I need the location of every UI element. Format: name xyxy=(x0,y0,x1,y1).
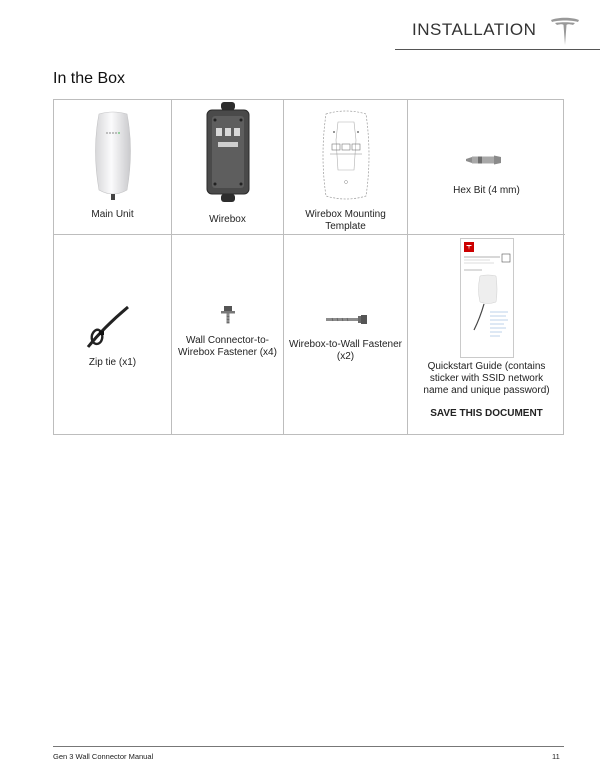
item-cell xyxy=(284,235,408,434)
zip-tie-icon xyxy=(82,301,138,353)
item-cell xyxy=(284,100,408,235)
footer-rule xyxy=(53,746,564,747)
header-rule xyxy=(395,49,600,50)
in-the-box-grid xyxy=(53,99,564,435)
item-label: Quickstart Guide (contains sticker with SSID network name and unique password) xyxy=(423,361,550,396)
item-label: Zip tie (x1) xyxy=(88,357,137,368)
quickstart-guide-icon xyxy=(460,238,514,358)
item-label: Wirebox-to-Wall Fastener (x2) xyxy=(289,339,402,362)
wall-connector-icon xyxy=(91,110,135,206)
item-cell xyxy=(54,235,172,434)
item-label: Main Unit xyxy=(91,209,134,220)
item-cell xyxy=(408,100,565,235)
page-number: 11 xyxy=(552,752,560,761)
item-label: Wirebox Mounting Template xyxy=(305,209,386,232)
header-title: INSTALLATION xyxy=(412,20,537,39)
page-header xyxy=(395,14,600,48)
item-cell xyxy=(408,235,565,434)
item-cell xyxy=(54,100,172,235)
mounting-template-icon xyxy=(318,110,374,202)
item-cell xyxy=(172,100,284,235)
hex-bit-icon xyxy=(464,152,504,168)
item-label: Wall Connector-to-Wirebox Fastener (x4) xyxy=(178,335,277,358)
save-document-note: SAVE THIS DOCUMENT xyxy=(430,408,543,419)
fastener-icon xyxy=(218,305,238,325)
tesla-logo-icon xyxy=(548,14,582,48)
section-title: In the Box xyxy=(53,70,126,87)
wall-fastener-icon xyxy=(324,313,370,327)
wirebox-icon xyxy=(203,102,253,204)
manual-name: Gen 3 Wall Connector Manual xyxy=(53,752,154,761)
item-cell xyxy=(172,235,284,434)
item-label: Wirebox xyxy=(209,214,246,225)
item-label: Hex Bit (4 mm) xyxy=(453,185,520,196)
